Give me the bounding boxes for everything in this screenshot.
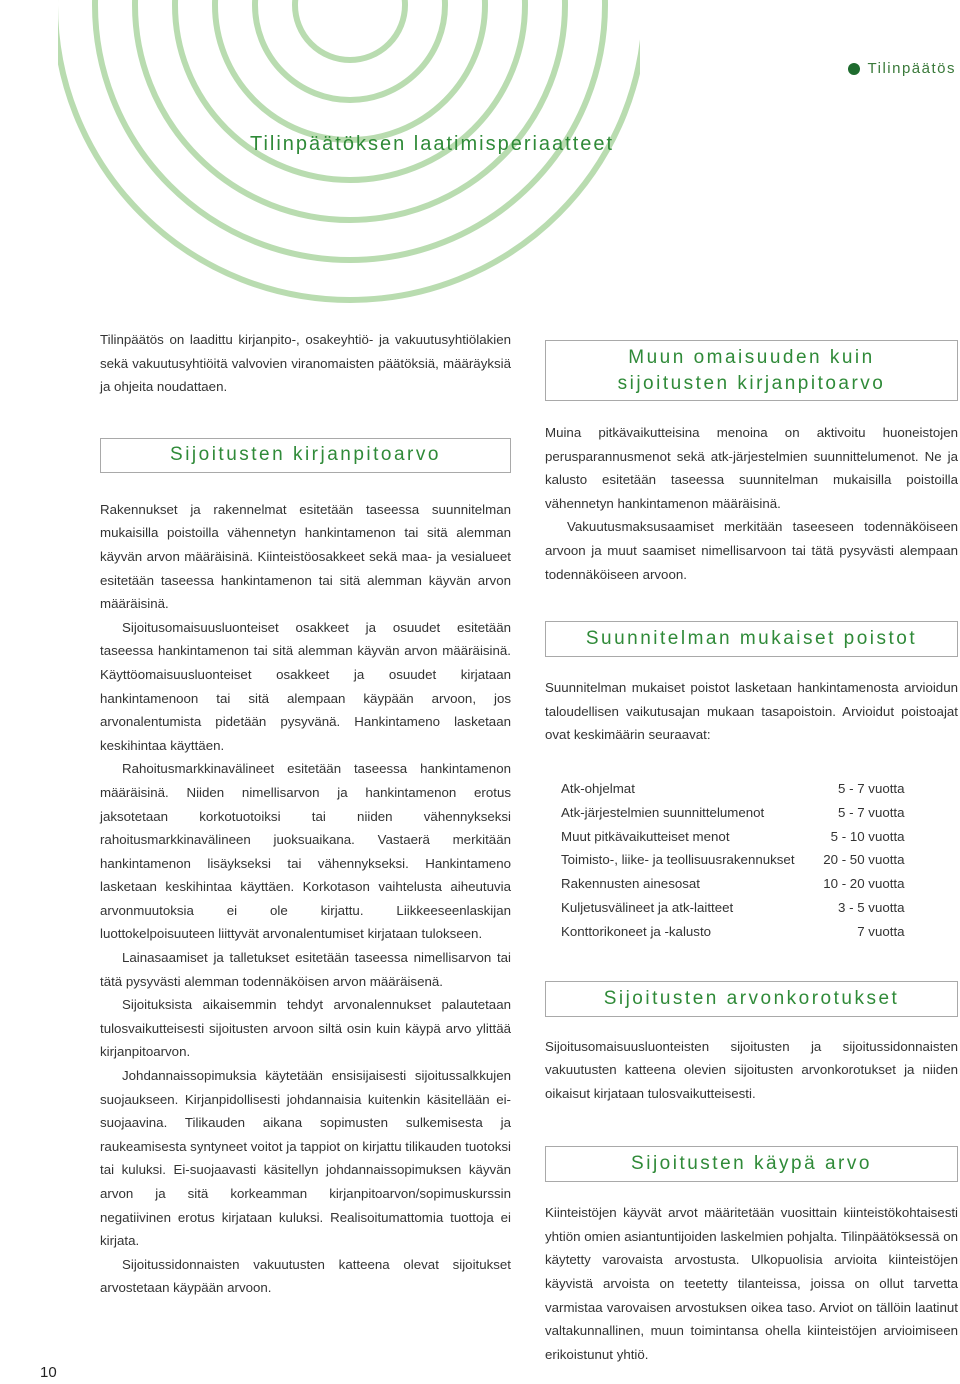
depreciation-period: 10 - 20 vuotta [823, 876, 905, 892]
left-paragraph-4: Lainasaamiset ja talletukset esitetään taseessa nimellisarvon tai tätä pysyvästi alemman todennäköisen arvon määräisenä. [100, 950, 511, 989]
depreciation-item: Toimisto-, liike- ja teollisuusrakennukset [561, 852, 795, 868]
left-paragraph-6: Johdannaissopimuksia käytetään ensisijaisesti sijoitussalkkujen suojaukseen. Kirjanpidollisesti johdannaisia kuitenkin käsitellään ei-suojaavina. Tilikauden aikana sopimusten sulkemisesta ja raukeamisesta syntyneet voitot ja tappiot on kirjattu tilikauden tuotoksi tai kuluksi. Ei-suojaavasti käsitellyn johdannaissopimuksen käyvän arvon ja sitä korkeamman kirjanpitoarvon/sopimuskurssin negatiivinen erotus kirjataan kuluksi. Realisoitumattomia tuottoja ei kirjata. [100, 1068, 511, 1249]
depreciation-period: 7 vuotta [857, 923, 905, 939]
depreciation-item: Atk-järjestelmien suunnittelumenot [561, 804, 765, 820]
table-row [561, 825, 905, 849]
heading-fair-value: Sijoitusten käypä arvo [545, 1146, 958, 1182]
right-paragraph-4: Sijoitusomaisuusluonteisten sijoitusten ja sijoitussidonnaisten vakuutusten katteena olevien sijoitusten arvonkorotukset ja niiden oikaisut kirjataan tulosvaikutteisesti. [545, 1038, 958, 1101]
right-paragraph-5: Kiinteistöjen käyvät arvot määritetään vuosittain kiinteistökohtaisesti yhtiön omien asiantuntijoiden laskelmien pohjalta. Tilinpäätöksessä on käytetty varovaista arvostusta. Ulkopuolisia arvioita kiinteistöjen käyvistä arvoista on teetetty tilanteissa, joissa on ollut tarvetta varmistaa varovaisen arvostuksen oikea taso. Arviot on tällöin laatinut valtakunnallinen, muun toimintansa ohella kiinteistöjen arvioimiseen erikoistunut yhtiö. [545, 1205, 958, 1362]
depreciation-item: Konttorikoneet ja -kalusto [561, 923, 712, 939]
left-paragraph-5: Sijoituksista aikaisemmin tehdyt arvonalennukset palautetaan tulosvaikutteisesti sijoitusten arvoon siltä osin kuin käypä arvo ylittää kirjanpitoarvon. [100, 997, 511, 1060]
table-row [561, 848, 905, 872]
right-paragraph-1: Muina pitkävaikutteisina menoina on aktivoitu huoneistojen perusparannusmenot sekä atk-järjestelmien suunnittelumenot. Ne ja kalusto esitetään taseessa suunnitelman mukaisilla poistoilla vähennetyn hankintamenon määräisinä. [545, 425, 958, 511]
heading-planned-depreciation: Suunnitelman mukaiset poistot [545, 621, 958, 657]
table-row [561, 801, 905, 825]
section-tag-label: Tilinpäätös [867, 60, 956, 77]
heading-revaluations: Sijoitusten arvonkorotukset [545, 981, 958, 1017]
table-row [561, 872, 905, 896]
table-row [561, 777, 905, 801]
right-paragraph-2: Vakuutusmaksusaamiset merkitään taseeseen todennäköiseen arvoon ja muut saamiset nimellisarvoon tai tätä pysyvästi alempaan todennäköiseen arvoon. [545, 519, 958, 582]
heading-other-assets-book-value [545, 340, 958, 401]
right-paragraph-3: Suunnitelman mukaiset poistot lasketaan hankintamenosta arvioidun taloudellisen vaikutusajan mukaan tasapoistoin. Arvioidut poistoajat ovat keskimäärin seuraavat: [545, 680, 958, 743]
depreciation-period: 5 - 7 vuotta [838, 804, 905, 820]
heading-line-1: Muun omaisuuden kuin [628, 346, 875, 368]
depreciation-table [561, 777, 905, 944]
table-row [561, 920, 905, 944]
left-paragraph-7: Sijoitussidonnaisten vakuutusten katteena olevat sijoitukset arvostetaan käypään arvoon. [100, 1256, 511, 1296]
left-paragraph-3: Rahoitusmarkkinavälineet esitetään taseessa hankintamenon määräisinä. Niiden nimellisarvon ja hankintamenon erotus jaksotetaan korkotuotoiksi tai niiden vähennykseksi rahoitusmarkkinavälineen juoksuaikana. Vastaerä merkitään hankintamenon lisäykseksi tai vähennykseksi. Hankintameno lasketaan keskihintaa käyttäen. Korkotason vaihtelusta aiheutuvia arvonmuutoksia ei ole kirjattu. Liikkeeseenlaskijan luottokelpoisuuteen liittyvät arvonalentumiset kirjataan tulokseen. [100, 761, 511, 942]
page-number: 10 [40, 1364, 57, 1381]
left-paragraph-1: Rakennukset ja rakennelmat esitetään taseessa suunnitelman mukaisilla poistoilla vähennetyn hankintamenon tai sitä alemman käyvän arvon määräisinä. Kiinteistöosakkeet sekä maa- ja vesialueet esitetään taseessa hankintamenon tai sitä alemman käyvän arvon määräisinä. [100, 501, 511, 612]
left-margin [0, 0, 58, 1384]
depreciation-period: 5 - 7 vuotta [838, 780, 905, 796]
heading-line-2: sijoitusten kirjanpitoarvo [617, 372, 886, 394]
green-dot-icon [848, 63, 860, 75]
table-row [561, 896, 905, 920]
page-title: Tilinpäätöksen laatimisperiaatteet [250, 133, 615, 155]
right-column [545, 340, 958, 1366]
left-column [100, 328, 511, 1300]
depreciation-item: Rakennusten ainesosat [561, 876, 700, 892]
heading-investment-book-value: Sijoitusten kirjanpitoarvo [100, 438, 511, 473]
intro-paragraph: Tilinpäätös on laadittu kirjanpito-, osakeyhtiö- ja vakuutusyhtiölakien sekä vakuutusyhtiöitä valvovien viranomaisten päätöksiä, määräyksiä ja ohjeita noudattaen. [100, 332, 511, 395]
depreciation-item: Kuljetusvälineet ja atk-laitteet [561, 899, 734, 915]
depreciation-period: 5 - 10 vuotta [830, 828, 905, 844]
depreciation-period: 20 - 50 vuotta [823, 852, 905, 868]
section-tag [848, 60, 956, 77]
depreciation-item: Atk-ohjelmat [561, 780, 635, 796]
depreciation-item: Muut pitkävaikutteiset menot [561, 828, 730, 844]
depreciation-period: 3 - 5 vuotta [838, 899, 905, 915]
left-paragraph-2: Sijoitusomaisuusluonteiset osakkeet ja osuudet esitetään taseessa hankintamenon tai sitä alemman käyvän arvon määräisinä. Käyttöomaisuusluonteiset osakkeet ja osuudet kirjataan hankintamenoon tai sitä alempaan käypään arvoon, jos arvonalentumista pidetään pysyvänä. Hankintameno lasketaan keskihintaa käyttäen. [100, 619, 511, 753]
